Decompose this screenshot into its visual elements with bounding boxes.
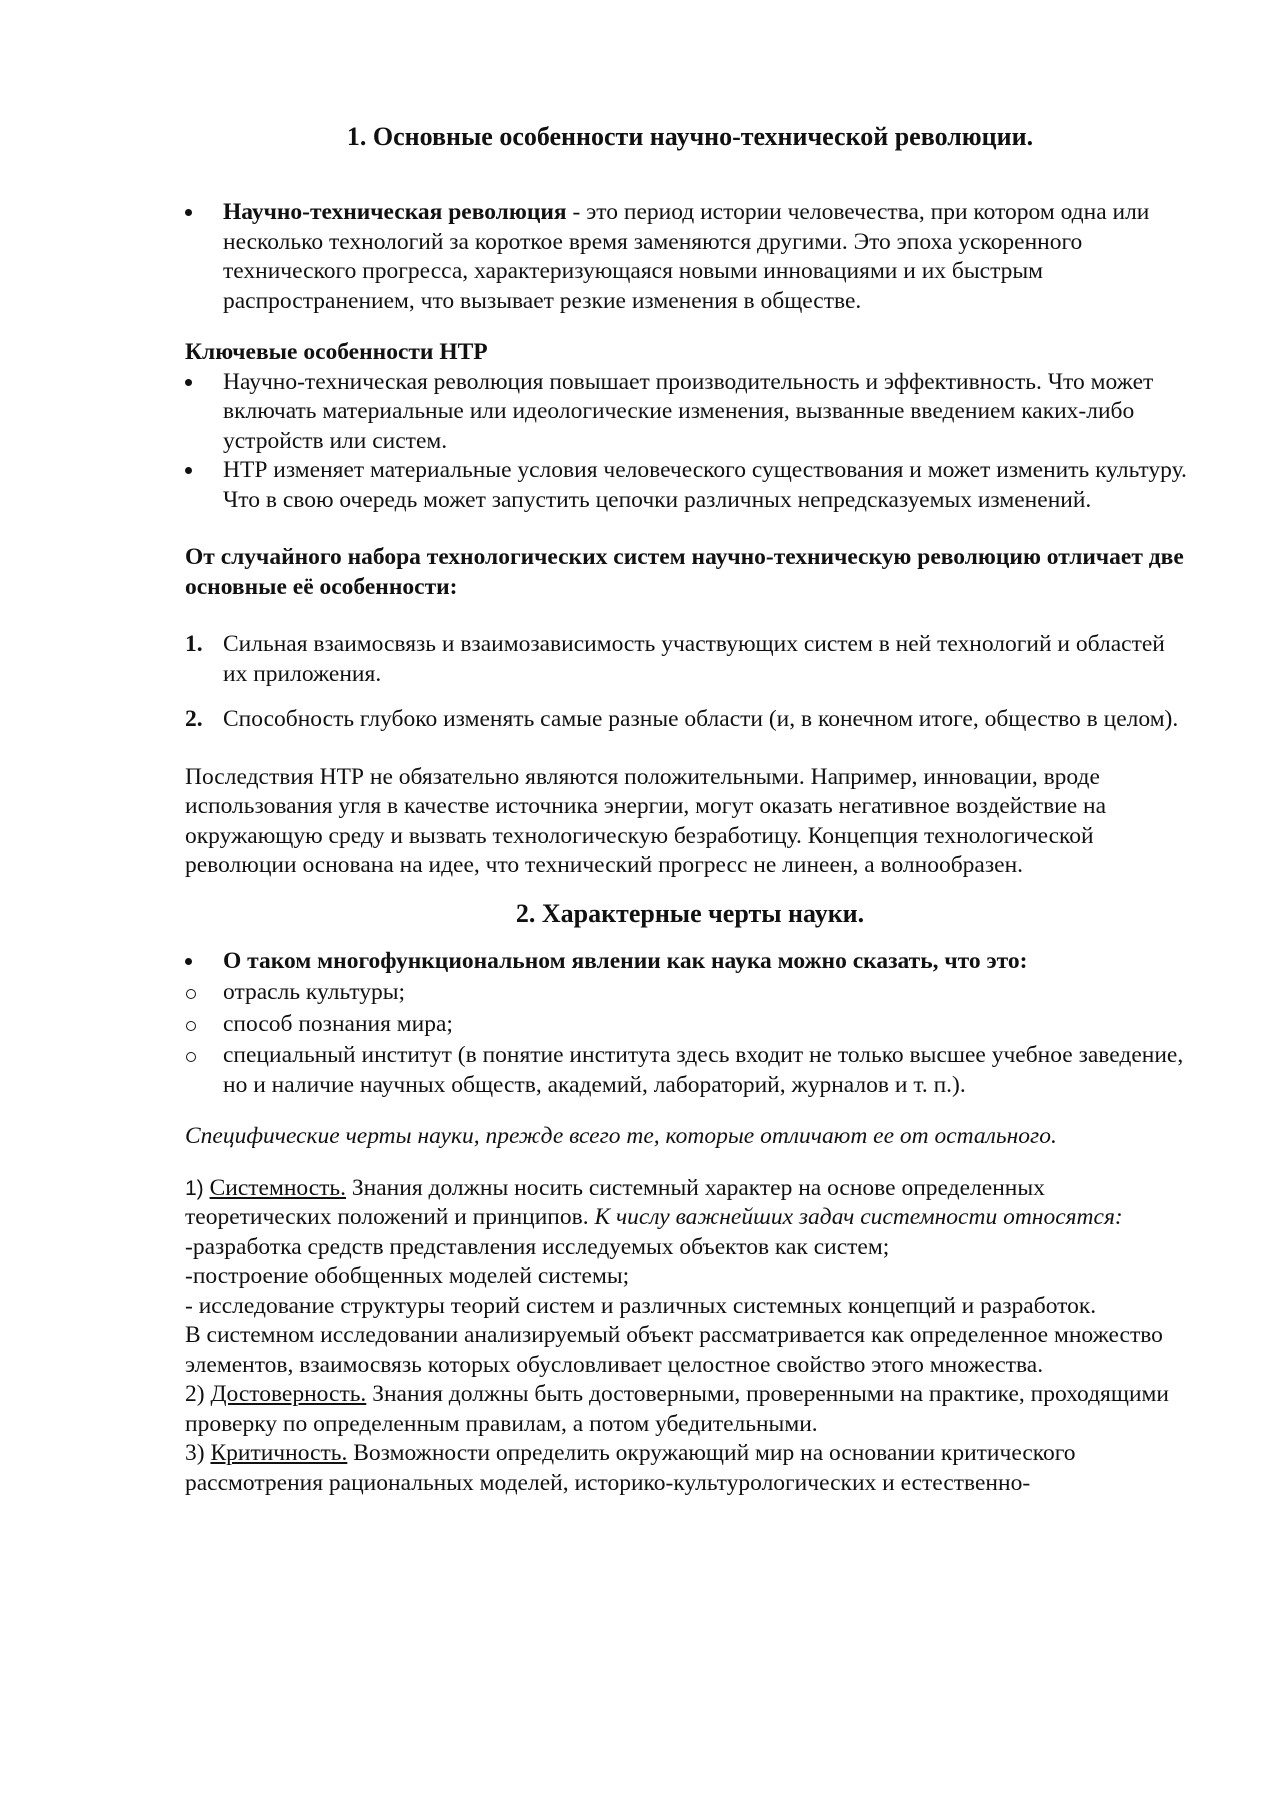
feature-number: 2) — [185, 1381, 205, 1407]
feature-criticality — [185, 1439, 1195, 1498]
list-item — [185, 1010, 1195, 1040]
feature-name: Критичность. — [210, 1440, 348, 1466]
feature-name: Системность. — [209, 1174, 347, 1201]
list-item — [185, 456, 1195, 515]
feature-text: Знания должны быть достоверными, проверенными на практике, проходящими проверку по определенным правилам, а потом убедительными. — [185, 1381, 1169, 1437]
consequences-paragraph: Последствия НТР не обязательно являются положительными. Например, инновации, вроде использования угля в качестве источника энергии, могут оказать негативное воздействие на окружающую среду и вызвать технологическую безработицу. Концепция технологической революции основана на идее, что технический прогресс не линеен, а волнообразен. — [185, 763, 1107, 878]
systematicity-conclusion: В системном исследовании анализируемый объект рассматривается как определенное множество элементов, взаимосвязь которых обусловливает целостное свойство этого множества. — [185, 1322, 1163, 1378]
list-item — [185, 368, 1195, 457]
science-lead: О таком многофункциональном явлении как наука можно сказать, что это: — [223, 947, 1028, 974]
specific-features-intro: Специфические черты науки, прежде всего те, которые отличают ее от остального. — [185, 1123, 1057, 1149]
section1-title: 1. Основные особенности научно-технической революции. — [346, 122, 1034, 151]
key-features-list — [185, 368, 1195, 516]
aspect-text: специальный институт (в понятие института здесь входит не только высшее учебное заведение, но и наличие научных обществ, академий, лабораторий, журналов и т. п.). — [223, 1042, 1184, 1098]
key-feature-text: Научно-техническая революция повышает производительность и эффективность. Что может включать материальные или идеологические изменения, вызванные введением каких-либо устройств или систем. — [223, 368, 1154, 454]
task-line: -построение обобщенных моделей системы; — [185, 1263, 630, 1289]
list-item — [185, 1041, 1195, 1100]
distinction-heading: От случайного набора технологических систем научно-техническую революцию отличает две основные её особенности: — [185, 544, 1184, 600]
list-item — [185, 198, 1195, 316]
aspect-text: способ познания мира; — [223, 1010, 453, 1037]
feature-number: 1) — [185, 1176, 204, 1200]
list-item — [185, 705, 1195, 735]
list-item — [185, 630, 1195, 689]
distinction-text: Способность глубоко изменять самые разные области (и, в конечном итоге, общество в целом). — [223, 706, 1179, 732]
distinction-text: Сильная взаимосвязь и взаимозависимость участвующих систем в ней технологий и областей их приложения. — [223, 631, 1165, 687]
list-number: 2. — [185, 706, 203, 732]
list-item — [185, 947, 1195, 977]
feature-text: Знания должны носить системный характер на основе определенных теоретических положений и принципов. — [185, 1174, 1045, 1230]
distinctions-list — [185, 630, 1195, 735]
science-aspects-list — [185, 947, 1195, 1101]
feature-name: Достоверность. — [210, 1381, 367, 1407]
feature-reliability — [185, 1380, 1195, 1439]
list-item — [185, 978, 1195, 1008]
task-line: -разработка средств представления исследуемых объектов как систем; — [185, 1233, 890, 1260]
feature-number: 3) — [185, 1440, 205, 1466]
task-line: - исследование структуры теорий систем и различных системных концепций и разработок. — [185, 1292, 1097, 1319]
key-features-heading: Ключевые особенности НТР — [185, 339, 488, 365]
feature-systematicity — [185, 1174, 1195, 1233]
document-content — [185, 120, 1195, 1498]
feature-text: Возможности определить окружающий мир на основании критического рассмотрения рациональных моделей, историко-культурологических и естественно- — [185, 1440, 1076, 1496]
key-feature-text: НТР изменяет материальные условия человеческого существования и может изменить культуру. Что в свою очередь может запустить цепочки различных непредсказуемых изменений. — [223, 457, 1187, 513]
section2-title: 2. Характерные черты науки. — [515, 898, 865, 928]
definition-list — [185, 198, 1195, 316]
aspect-text: отрасль культуры; — [223, 979, 406, 1005]
feature-tasks-intro: К числу важнейших задач системности относятся: — [594, 1204, 1123, 1230]
definition-term: Научно-техническая революция — [223, 199, 567, 225]
list-number: 1. — [185, 631, 203, 657]
definition-text: - это период истории человечества, при котором одна или несколько технологий за короткое время заменяются другими. Это эпоха ускоренного технического прогресса, характеризующаяся новыми инновациями и их быстрым распространением, что вызывает резкие изменения в обществе. — [223, 199, 1150, 314]
